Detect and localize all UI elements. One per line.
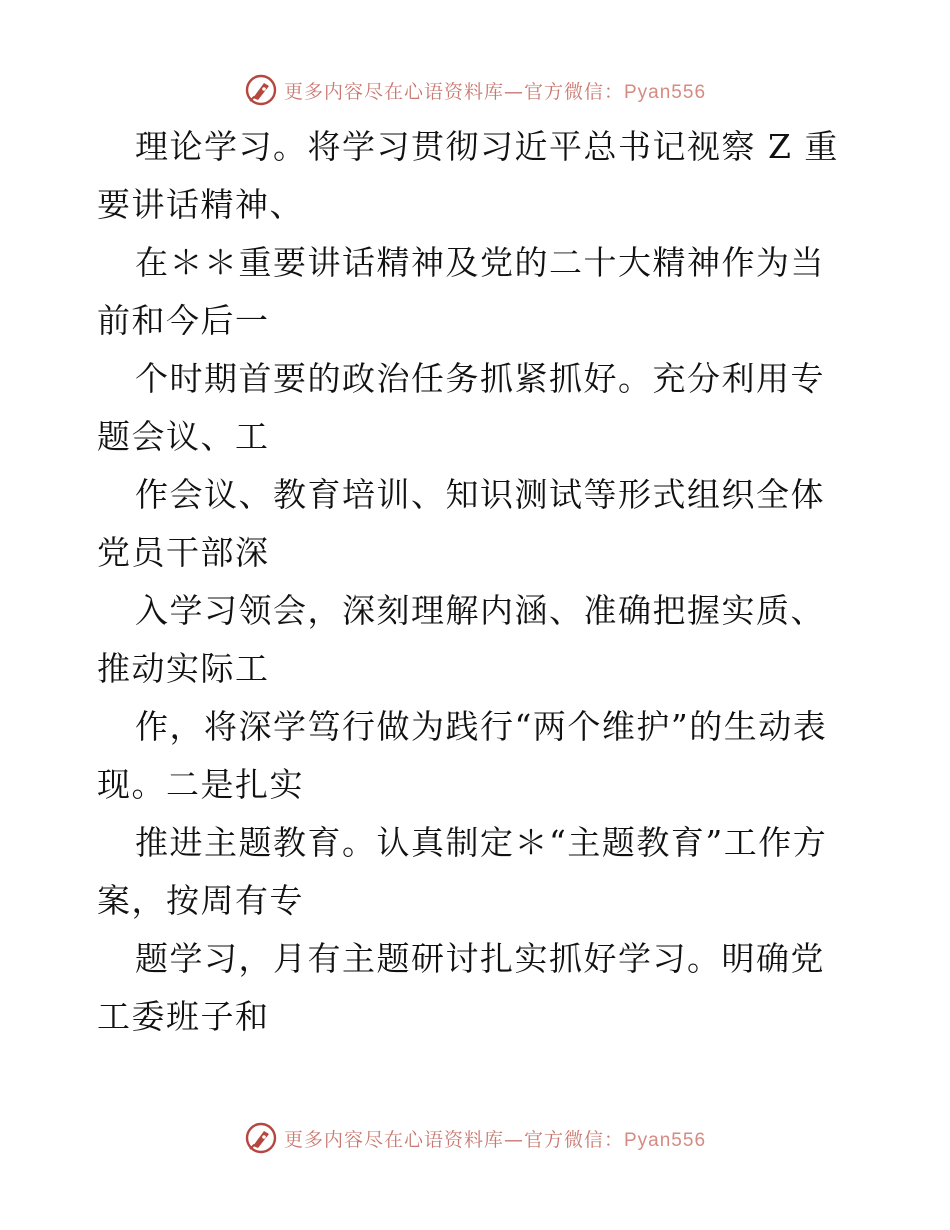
header-watermark: [0, 70, 950, 110]
watermark-brand: 更多内容尽在心语资料库: [283, 1128, 504, 1151]
watermark-dash: —: [503, 80, 524, 103]
body-text: [97, 118, 857, 1046]
watermark-id: Pyan556: [624, 1129, 707, 1151]
watermark-dash: —: [503, 1128, 524, 1151]
watermark-contact: 官方微信：: [523, 1128, 624, 1151]
watermark-contact: 官方微信：: [523, 80, 624, 103]
paragraph: 个时期首要的政治任务抓紧抓好。充分利用专题会议、工: [97, 359, 825, 456]
watermark-brand: 更多内容尽在心语资料库: [283, 80, 504, 103]
pen-nib-circle-icon: [244, 73, 278, 107]
pen-nib-circle-icon: [244, 1121, 278, 1155]
paragraph: 推进主题教育。认真制定＊“主题教育”工作方案，按周有专: [97, 823, 828, 920]
paragraph: 理论学习。将学习贯彻习近平总书记视察 Z 重要讲话精神、: [97, 127, 839, 224]
paragraph: 入学习领会，深刻理解内涵、准确把握实质、推动实际工: [97, 591, 825, 688]
paragraph: 在＊＊重要讲话精神及党的二十大精神作为当前和今后一: [97, 243, 825, 340]
paragraph: 作，将深学笃行做为践行“两个维护”的生动表现。二是扎实: [97, 707, 828, 804]
footer-watermark: [0, 1118, 950, 1158]
paragraph: 题学习，月有主题研讨扎实抓好学习。明确党工委班子和: [97, 939, 825, 1036]
paragraph: 作会议、教育培训、知识测试等形式组织全体党员干部深: [97, 475, 825, 572]
watermark-id: Pyan556: [624, 81, 707, 103]
